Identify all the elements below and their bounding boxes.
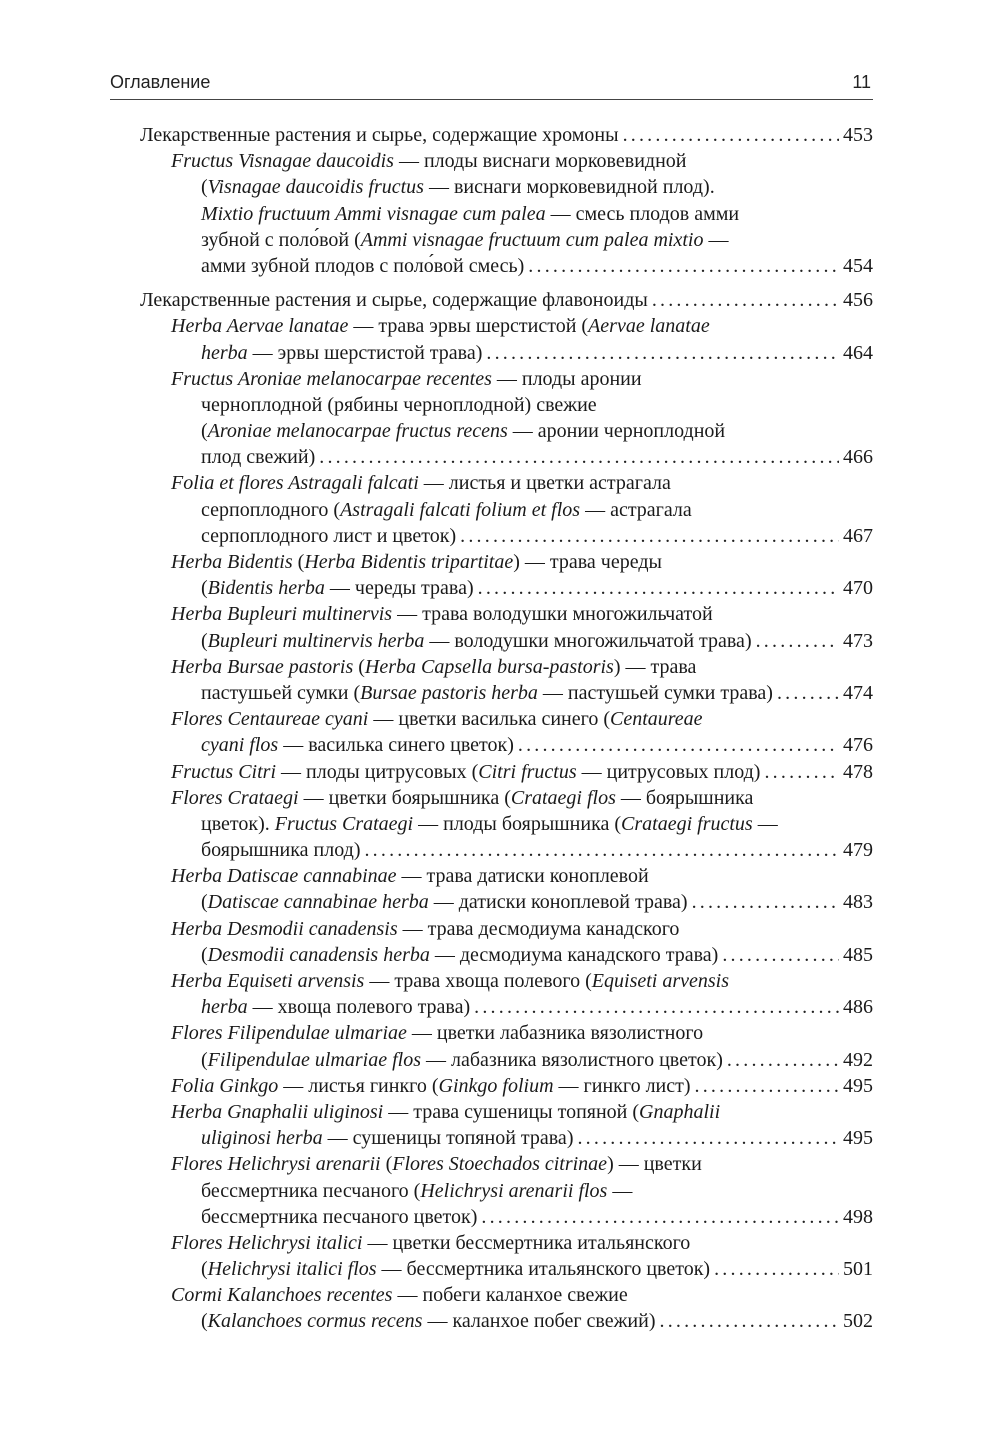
latin-name: Herba Bidentis (171, 551, 293, 573)
toc-line (140, 994, 873, 1020)
latin-name: Crataegi fructus (621, 812, 753, 835)
text-segment: — виснаги морковевидной плод). (423, 176, 715, 199)
entry-page-number: 478 (843, 760, 873, 783)
latin-name: Kalanchoes cormus recens (207, 1310, 423, 1333)
toc-entry (140, 863, 873, 915)
toc-line (140, 523, 873, 549)
toc-entry (140, 1230, 873, 1282)
latin-name: Herba Bidentis tripartitae (304, 551, 514, 573)
toc-line (140, 732, 873, 758)
entry-page-number: 470 (843, 577, 873, 600)
text-segment: — датиски коноплевой трава) (428, 891, 688, 914)
text-segment: — трава датиски коноплевой (396, 865, 649, 888)
text-segment: пастушьей сумки ( (201, 681, 361, 704)
text-segment: боярышника плод) (201, 839, 361, 862)
text-segment: — цитрусовых плод) (576, 760, 761, 783)
latin-name: Equiseti arvensis (591, 970, 730, 992)
latin-name: herba (201, 341, 248, 364)
entry-text (201, 942, 718, 968)
toc-line (140, 444, 873, 470)
entry-text (201, 1047, 723, 1073)
toc-line (140, 785, 873, 811)
text-segment: — плоды боярышника ( (413, 812, 622, 835)
toc-section (140, 287, 873, 1335)
text-segment: — плоды виснаги морковевидной (393, 150, 687, 173)
text-segment: бессмертника песчаного цветок) (201, 1205, 478, 1228)
toc-entry (140, 785, 873, 864)
latin-name: Mixtio fructuum Ammi visnagae cum palea (201, 202, 546, 225)
toc-line (140, 1178, 873, 1204)
text-segment: — цветки боярышника ( (298, 786, 511, 809)
latin-name: Desmodii canadensis herba (207, 943, 430, 966)
text-segment: ) — цветки (607, 1153, 702, 1176)
entry-page-number: 476 (843, 734, 873, 757)
header-rule (110, 99, 873, 100)
text-segment: Лекарственные растения и сырье, содержащие хромоны (140, 124, 619, 146)
entry-page-number: 464 (843, 341, 873, 364)
text-segment: ( (201, 891, 208, 914)
text-segment: ( (201, 577, 208, 600)
latin-name: Bidentis herba (207, 577, 325, 600)
text-segment: — цветки бессмертника итальянского (362, 1231, 691, 1254)
entry-page-number: 485 (843, 943, 873, 966)
toc-line (140, 1151, 873, 1177)
text-segment: цветок). (201, 812, 275, 835)
text-segment: — лабазника вязолистного цветок) (420, 1048, 723, 1071)
text-segment: — листья и цветки астрагала (418, 472, 671, 495)
text-segment: — трава сушеницы топяной ( (383, 1100, 640, 1123)
entry-page-number: 495 (843, 1127, 873, 1150)
toc-line (140, 889, 873, 915)
text-segment: плод свежий) (201, 446, 316, 469)
toc-line (140, 680, 873, 706)
toc-line (140, 1099, 873, 1125)
entry-text (140, 122, 619, 148)
text-segment: серпоплодного ( (201, 498, 341, 521)
entry-text (201, 1308, 656, 1334)
latin-name: Flores Helichrysi arenarii (171, 1153, 381, 1176)
latin-name: Flores Filipendulae ulmariae (171, 1022, 407, 1045)
latin-name: Folia Ginkgo (171, 1074, 279, 1097)
latin-name: Flores Helichrysi italici (171, 1231, 363, 1254)
table-of-contents (140, 122, 873, 1343)
toc-entry (140, 654, 873, 706)
text-segment: — трава володушки многожильчатой (392, 603, 713, 626)
text-segment: — плоды аронии (491, 367, 642, 390)
latin-name: Fructus Visnagae daucoidis (171, 150, 394, 173)
text-segment: ( (201, 420, 208, 443)
entry-page-number: 454 (843, 254, 873, 277)
toc-entry (140, 759, 873, 785)
entry-text (201, 628, 752, 654)
latin-name: Flores Crataegi (171, 786, 299, 809)
text-segment: ( (201, 176, 208, 199)
entry-text (201, 732, 514, 758)
latin-name: Cormi Kalanchoes recentes (171, 1284, 393, 1307)
text-segment: бессмертника песчаного ( (201, 1179, 421, 1202)
dot-leader (481, 1204, 839, 1230)
text-segment: — сушеницы топяной трава) (322, 1127, 574, 1150)
toc-line (140, 942, 873, 968)
toc-line (140, 148, 873, 174)
entry-text (201, 1204, 477, 1230)
text-segment: — листья гинкго ( (278, 1074, 439, 1097)
text-segment: — каланхое побег свежий) (422, 1310, 656, 1333)
latin-name: Bupleuri multinervis herba (207, 629, 425, 652)
toc-line (140, 340, 873, 366)
entry-text (171, 1073, 691, 1099)
entry-text (201, 994, 470, 1020)
dot-leader (722, 942, 839, 968)
entry-page-number: 453 (843, 124, 873, 146)
text-segment: — володушки многожильчатой трава) (424, 629, 752, 652)
latin-name: uliginosi herba (201, 1127, 323, 1150)
latin-name: Flores Centaureae cyani (171, 708, 369, 731)
dot-leader (518, 732, 839, 758)
toc-line (140, 122, 873, 148)
toc-line (140, 174, 873, 200)
toc-entry (140, 470, 873, 549)
text-segment: — бессмертника итальянского цветок) (376, 1258, 711, 1281)
toc-line (140, 1020, 873, 1046)
text-segment: — десмодиума канадского трава) (429, 943, 719, 966)
toc-line (140, 392, 873, 418)
dot-leader (692, 889, 839, 915)
toc-entry (140, 549, 873, 601)
latin-name: cyani flos (201, 734, 279, 757)
toc-line (140, 497, 873, 523)
dot-leader (474, 994, 839, 1020)
text-segment: — плоды цитрусовых ( (276, 760, 479, 783)
text-segment: — цветки василька синего ( (368, 708, 610, 731)
latin-name: Herba Bursae pastoris (171, 655, 354, 678)
latin-name: Datiscae cannabinae herba (207, 891, 429, 914)
toc-line (140, 313, 873, 339)
toc-entry (140, 313, 873, 365)
entry-text (201, 1125, 573, 1151)
toc-line (140, 968, 873, 994)
toc-entry (140, 1020, 873, 1072)
text-segment: ) — трава череды (513, 551, 662, 573)
toc-line (140, 759, 873, 785)
latin-name: Helichrysi arenarii flos (420, 1179, 608, 1202)
entry-page-number: 495 (843, 1074, 873, 1097)
toc-line (140, 549, 873, 575)
entry-text (140, 287, 648, 313)
toc-line (140, 1282, 873, 1308)
latin-name: Herba Gnaphalii uliginosi (171, 1100, 384, 1123)
dot-leader (777, 680, 839, 706)
toc-line (140, 366, 873, 392)
dot-leader (714, 1256, 839, 1282)
text-segment: ( (380, 1153, 393, 1176)
dot-leader (364, 837, 839, 863)
latin-name: Herba Aervae lanatae (171, 315, 349, 338)
entry-text (201, 837, 360, 863)
entry-text (171, 759, 760, 785)
toc-entry (140, 1073, 873, 1099)
latin-name: Herba Capsella bursa-pastoris (364, 655, 614, 678)
toc-line (140, 601, 873, 627)
text-segment: черноплодной (рябины черноплодной) свежие (201, 393, 597, 416)
text-segment: — трава десмодиума канадского (397, 917, 680, 940)
entry-text (201, 575, 474, 601)
toc-line (140, 470, 873, 496)
dot-leader (577, 1125, 839, 1151)
dot-leader (764, 759, 839, 785)
text-segment: ( (292, 551, 305, 573)
dot-leader (623, 122, 839, 148)
latin-name: Herba Equiseti arvensis (171, 970, 365, 992)
text-segment: — боярышника (615, 786, 754, 809)
toc-entry (140, 1282, 873, 1334)
dot-leader (756, 628, 839, 654)
entry-page-number: 502 (843, 1310, 873, 1333)
toc-entry (140, 148, 873, 279)
entry-text (201, 1256, 710, 1282)
text-segment: Лекарственные растения и сырье, содержащие флавоноиды (140, 289, 648, 312)
text-segment: ( (353, 655, 365, 678)
entry-text (201, 889, 688, 915)
toc-line (140, 1047, 873, 1073)
dot-leader (486, 340, 839, 366)
latin-name: Ginkgo folium (438, 1074, 554, 1097)
dot-leader (652, 287, 839, 313)
toc-line (140, 628, 873, 654)
toc-line (140, 916, 873, 942)
entry-page-number: 473 (843, 629, 873, 652)
text-segment: — (607, 1179, 633, 1202)
toc-line (140, 1125, 873, 1151)
latin-name: Herba Bupleuri multinervis (171, 603, 393, 626)
entry-page-number: 474 (843, 681, 873, 704)
latin-name: Ammi visnagae fructuum cum palea mixtio (360, 228, 704, 251)
text-segment: ( (201, 629, 208, 652)
text-segment: — (703, 228, 729, 251)
toc-line (140, 811, 873, 837)
text-segment: ( (201, 1310, 208, 1333)
entry-text (201, 523, 456, 549)
toc-line (140, 1204, 873, 1230)
toc-line (140, 253, 873, 279)
section-title: Оглавление (110, 72, 211, 92)
toc-line (140, 418, 873, 444)
latin-name: Filipendulae ulmariae flos (207, 1048, 421, 1071)
toc-entry (140, 366, 873, 471)
entry-page-number: 498 (843, 1205, 873, 1228)
entry-text (201, 680, 773, 706)
toc-line (140, 227, 873, 253)
latin-name: Bursae pastoris herba (360, 681, 538, 704)
latin-name: Aroniae melanocarpae fructus recens (207, 420, 508, 443)
text-segment: — (752, 812, 778, 835)
toc-entry (140, 1099, 873, 1151)
text-segment: ( (201, 943, 208, 966)
toc-entry (140, 601, 873, 653)
toc-line (140, 706, 873, 732)
toc-entry (140, 916, 873, 968)
toc-entry (140, 1151, 873, 1230)
text-segment: амми зубной плодов с поло́вой смесь) (201, 254, 525, 277)
dot-leader (528, 253, 839, 279)
latin-name: Centaureae (609, 708, 703, 731)
toc-line (140, 654, 873, 680)
dot-leader (695, 1073, 839, 1099)
entry-page-number: 483 (843, 891, 873, 914)
entry-text (201, 340, 482, 366)
text-segment: — цветки лабазника вязолистного (406, 1022, 704, 1045)
text-segment: ( (201, 1048, 208, 1071)
dot-leader (319, 444, 839, 470)
dot-leader (460, 523, 839, 549)
latin-name: Helichrysi italici flos (207, 1258, 377, 1281)
latin-name: Visnagae daucoidis fructus (207, 176, 424, 199)
toc-line (140, 863, 873, 889)
latin-name: Crataegi flos (510, 786, 616, 809)
text-segment: — трава эрвы шерстистой ( (348, 315, 589, 338)
entry-page-number: 479 (843, 839, 873, 862)
page-number: 11 (852, 72, 871, 92)
toc-line (140, 1308, 873, 1334)
entry-page-number: 492 (843, 1048, 873, 1071)
running-header (110, 72, 873, 96)
text-segment: — смесь плодов амми (545, 202, 740, 225)
text-segment: — василька синего цветок) (278, 734, 514, 757)
toc-line (140, 1230, 873, 1256)
latin-name: Citri fructus (478, 760, 577, 783)
toc-entry (140, 706, 873, 758)
entry-page-number: 467 (843, 524, 873, 547)
toc-line (140, 201, 873, 227)
text-segment: зубной с поло́вой ( (201, 228, 361, 251)
latin-name: Gnaphalii (639, 1100, 721, 1123)
entry-text (201, 444, 315, 470)
text-segment: — эрвы шерстистой трава) (247, 341, 483, 364)
text-segment: — аронии черноплодной (507, 420, 726, 443)
toc-section (140, 122, 873, 279)
text-segment: — астрагала (580, 498, 692, 521)
latin-name: Herba Datiscae cannabinae (171, 865, 397, 888)
toc-entry (140, 968, 873, 1020)
text-segment: — гинкго лист) (553, 1074, 691, 1097)
text-segment: — хвоща полевого трава) (247, 996, 471, 1019)
entry-text (201, 253, 524, 279)
text-segment: — побеги каланхое свежие (392, 1284, 628, 1307)
latin-name: Fructus Crataegi (274, 812, 414, 835)
toc-line (140, 1073, 873, 1099)
entry-page-number: 501 (843, 1258, 873, 1281)
entry-page-number: 456 (843, 289, 873, 312)
toc-line (140, 287, 873, 313)
latin-name: Fructus Aroniae melanocarpae recentes (171, 367, 492, 390)
latin-name: herba (201, 996, 248, 1019)
toc-line (140, 837, 873, 863)
latin-name: Astragali falcati folium et flos (340, 498, 581, 521)
toc-line (140, 575, 873, 601)
latin-name: Aervae lanatae (588, 315, 710, 338)
text-segment: — череды трава) (324, 577, 474, 600)
text-segment: — пастушьей сумки трава) (537, 681, 773, 704)
text-segment: — трава хвоща полевого ( (364, 970, 592, 992)
latin-name: Fructus Citri (171, 760, 277, 783)
text-segment: ) — трава (613, 655, 697, 678)
entry-page-number: 466 (843, 446, 873, 469)
dot-leader (660, 1308, 840, 1334)
toc-line (140, 1256, 873, 1282)
latin-name: Folia et flores Astragali falcati (171, 472, 419, 495)
text-segment: ( (201, 1258, 208, 1281)
text-segment: серпоплодного лист и цветок) (201, 524, 457, 547)
latin-name: Herba Desmodii canadensis (171, 917, 398, 940)
dot-leader (727, 1047, 839, 1073)
dot-leader (478, 575, 839, 601)
latin-name: Flores Stoechados citrinae (392, 1153, 608, 1176)
entry-page-number: 486 (843, 996, 873, 1019)
